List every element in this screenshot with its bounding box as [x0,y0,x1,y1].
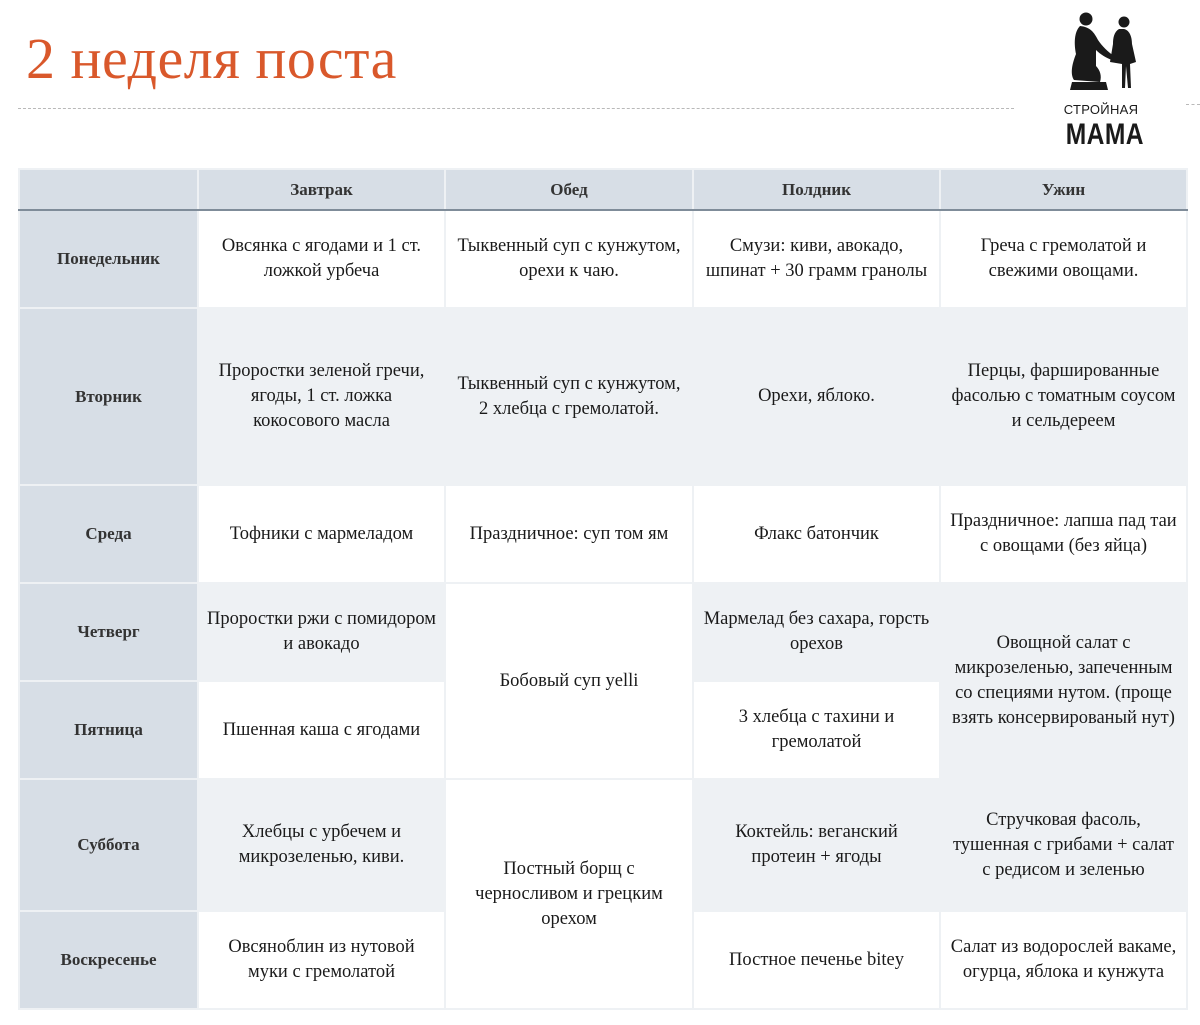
column-header-dinner: Ужин [940,169,1187,210]
column-header-lunch: Обед [445,169,693,210]
table-cell: Коктейль: веганский протеин + ягоды [693,779,940,911]
table-cell: Тыквенный суп с кунжутом, орехи к чаю. [445,210,693,308]
table-row [19,583,1187,681]
merged-cell-lunch: Бобовый суп yelli [445,583,693,779]
day-label: Четверг [19,583,198,681]
table-cell: Проростки зеленой гречи, ягоды, 1 ст. ложка кокосового масла [198,308,445,485]
table-cell: Овсяноблин из нутовой муки с гремолатой [198,911,445,1009]
meal-plan-table [18,168,1188,1010]
mother-daughter-logo-icon [1066,10,1138,100]
logo-line2: МАМА [1065,118,1144,151]
table-cell: 3 хлебца с тахини и гремолатой [693,681,940,779]
table-cell: Праздничное: суп том ям [445,485,693,583]
table-cell: Хлебцы с урбечем и микрозеленью, киви. [198,779,445,911]
table-cell: Салат из водорослей вакаме, огурца, яблока и кунжута [940,911,1187,1009]
table-cell: Тофники с мармеладом [198,485,445,583]
table-cell: Тыквенный суп с кунжутом, 2 хлебца с гремолатой. [445,308,693,485]
column-header-snack: Полдник [693,169,940,210]
table-cell: Флакс батончик [693,485,940,583]
title-divider [18,108,1014,109]
table-cell: Пшенная каша с ягодами [198,681,445,779]
day-label: Вторник [19,308,198,485]
table-cell: Овсянка с ягодами и 1 ст. ложкой урбеча [198,210,445,308]
table-row [19,308,1187,485]
day-label: Воскресенье [19,911,198,1009]
table-cell: Перцы, фаршированные фасолью с томатным соусом и сельдереем [940,308,1187,485]
table-cell: Мармелад без сахара, горсть орехов [693,583,940,681]
table-cell: Смузи: киви, авокадо, шпинат + 30 грамм гранолы [693,210,940,308]
day-label: Пятница [19,681,198,779]
table-row [19,485,1187,583]
header-corner [19,169,198,210]
merged-cell-lunch: Постный борщ с черносливом и грецким орехом [445,779,693,1009]
table-cell: Орехи, яблоко. [693,308,940,485]
page-title: 2 неделя поста [26,26,397,91]
day-label: Среда [19,485,198,583]
column-header-breakfast: Завтрак [198,169,445,210]
day-label: Понедельник [19,210,198,308]
table-cell: Праздничное: лапша пад таи с овощами (без яйца) [940,485,1187,583]
table-row [19,210,1187,308]
merged-cell-dinner: Овощной салат с микрозеленью, запеченным со специями нутом. (проще взять консервированый нут) [940,583,1187,779]
brand-logo [1058,10,1144,155]
table-row [19,779,1187,911]
logo-line1: СТРОЙНАЯ [1063,102,1139,117]
table-cell: Постное печенье bitey [693,911,940,1009]
table-header-row [19,169,1187,210]
title-divider-right [1186,104,1200,105]
table-cell: Проростки ржи с помидором и авокадо [198,583,445,681]
table-cell: Греча с гремолатой и свежими овощами. [940,210,1187,308]
table-cell: Стручковая фасоль, тушенная с грибами + салат с редисом и зеленью [940,779,1187,911]
day-label: Суббота [19,779,198,911]
